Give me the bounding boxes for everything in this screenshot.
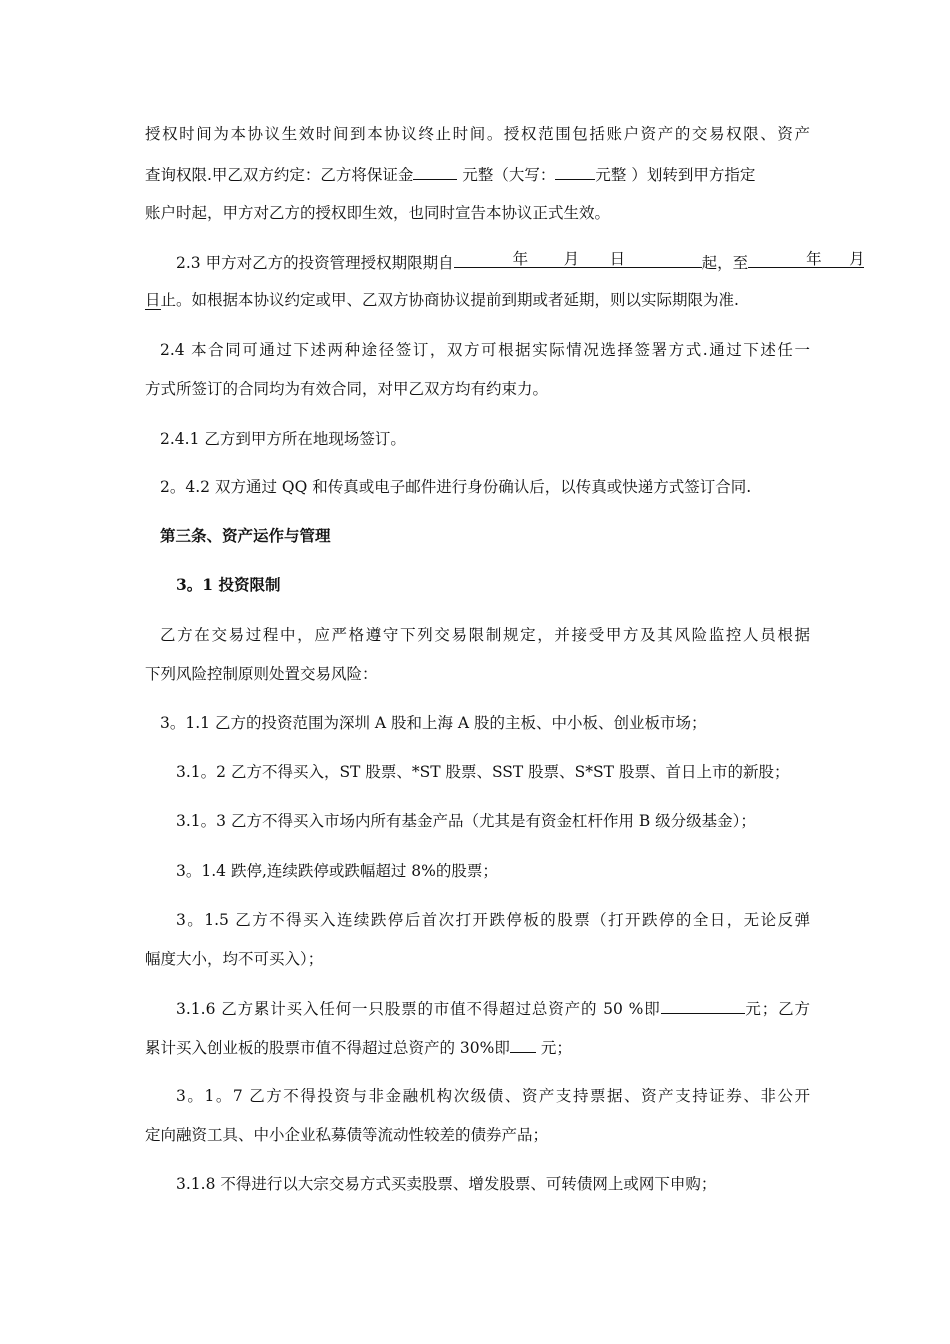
day-label: 日 xyxy=(145,291,161,309)
amount-blank xyxy=(510,1036,536,1053)
clause-2-3-line xyxy=(176,250,865,274)
section-3-1-heading: 3。1 投资限制 xyxy=(176,575,281,594)
clause-3-1-8: 3.1.8 不得进行以大宗交易方式买卖股票、增发股票、可转债网上或网下申购； xyxy=(176,1175,717,1193)
year-label: 年 xyxy=(512,250,529,268)
clause-3-1-1: 3。1.1 乙方的投资范围为深圳 A 股和上海 A 股的主板、中小板、创业板市场； xyxy=(160,714,707,732)
month-label: 月 xyxy=(849,250,865,268)
deposit-amount-words-blank xyxy=(555,163,595,180)
clause-2-4-line: 方式所签订的合同均为有效合同，对甲乙双方均有约束力。 xyxy=(145,380,549,398)
clause-3-1-6-line xyxy=(176,997,810,1020)
start-date-blank xyxy=(454,251,702,268)
text-run: 起，至 xyxy=(701,254,749,272)
clause-3-1-2: 3.1。2 乙方不得买入，ST 股票、*ST 股票、SST 股票、S*ST 股票、首日上市的新股； xyxy=(176,763,790,781)
clause-3-1-7-line: 定向融资工具、中小企业私募债等流动性较差的债券产品； xyxy=(145,1126,549,1144)
day-label: 日 xyxy=(609,250,626,268)
clause-3-1-4: 3。1.4 跌停,连续跌停或跌幅超过 8%的股票； xyxy=(176,862,498,880)
clause-2-4-2: 2。4.2 双方通过 QQ 和传真或电子邮件进行身份确认后，以传真或快递方式签订合同. xyxy=(160,478,752,496)
text-run: 元；乙方 xyxy=(744,1000,810,1018)
clause-3-1-3: 3.1。3 乙方不得买入市场内所有基金产品（尤其是有资金杠杆作用 B 级分级基金）； xyxy=(176,812,756,830)
text-run: 元整（大写： xyxy=(462,166,556,184)
end-date-blank xyxy=(748,251,864,268)
clause-2-3-line xyxy=(145,289,810,311)
text-run: 累计买入创业板的股票市值不得超过总资产的 30%即 xyxy=(145,1039,510,1057)
text-run: 元； xyxy=(540,1039,572,1057)
clause-3-1-5-line: 3。1.5 乙方不得买入连续跌停后首次打开跌停板的股票（打开跌停的全日，无论反弹 xyxy=(176,911,810,929)
paragraph-line: 授权时间为本协议生效时间到本协议终止时间。授权范围包括账户资产的交易权限、资产 xyxy=(145,125,810,143)
text-run: 元整 ）划转到甲方指定 xyxy=(595,166,756,184)
section-3-1-line: 下列风险控制原则处置交易风险： xyxy=(145,665,378,683)
amount-blank xyxy=(661,997,745,1014)
clause-3-1-7-line: 3。1。7 乙方不得投资与非金融机构次级债、资产支持票据、资产支持证券、非公开 xyxy=(176,1087,810,1105)
text-run: 2.3 甲方对乙方的投资管理授权期限期自 xyxy=(176,254,454,272)
text-run: 3.1.6 乙方累计买入任何一只股票的市值不得超过总资产的 50 %即 xyxy=(176,1000,661,1018)
paragraph-line: 账户时起，甲方对乙方的授权即生效，也同时宣告本协议正式生效。 xyxy=(145,204,611,222)
article-3-heading: 第三条、资产运作与管理 xyxy=(160,526,331,545)
clause-3-1-5-line: 幅度大小，均不可买入）； xyxy=(145,950,324,968)
deposit-amount-blank xyxy=(413,163,457,180)
clause-2-4-1: 2.4.1 乙方到甲方所在地现场签订。 xyxy=(160,430,406,448)
month-label: 月 xyxy=(563,250,580,268)
text-run: 查询权限.甲乙双方约定：乙方将保证金 xyxy=(145,166,414,184)
clause-2-4-line: 2.4 本合同可通过下述两种途径签订，双方可根据实际情况选择签署方式.通过下述任一 xyxy=(160,341,810,359)
section-3-1-line: 乙方在交易过程中，应严格遵守下列交易限制规定，并接受甲方及其风险监控人员根据 xyxy=(160,626,810,644)
year-label: 年 xyxy=(806,250,822,268)
text-run: 止。如根据本协议约定或甲、乙双方协商协议提前到期或者延期，则以实际期限为准. xyxy=(160,291,739,309)
paragraph-line xyxy=(145,163,810,186)
clause-3-1-6-line xyxy=(145,1036,810,1059)
